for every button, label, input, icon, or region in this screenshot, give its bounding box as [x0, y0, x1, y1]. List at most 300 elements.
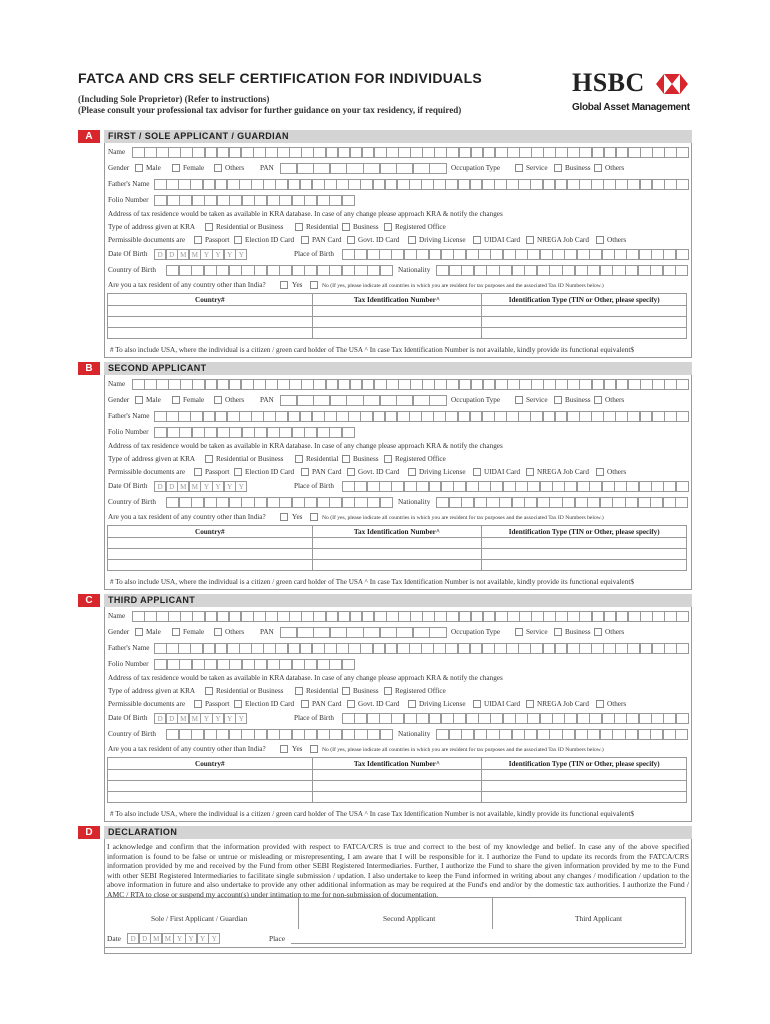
char-box[interactable]: [600, 729, 613, 740]
char-box[interactable]: [483, 147, 496, 158]
char-box[interactable]: [354, 713, 367, 724]
doc-pan-checkbox[interactable]: [301, 700, 309, 708]
char-box[interactable]: [168, 379, 181, 390]
char-box[interactable]: [179, 195, 192, 206]
char-box[interactable]: [265, 611, 278, 622]
char-box[interactable]: [317, 195, 330, 206]
char-box[interactable]: [342, 659, 355, 670]
char-box[interactable]: [154, 427, 167, 438]
doc-nrega-checkbox[interactable]: [526, 700, 534, 708]
char-box[interactable]: [512, 265, 525, 276]
char-box[interactable]: [336, 643, 349, 654]
char-box[interactable]: [191, 265, 204, 276]
char-box[interactable]: [277, 611, 290, 622]
char-box[interactable]: [229, 147, 242, 158]
table-cell[interactable]: [312, 770, 482, 781]
char-box[interactable]: [404, 481, 417, 492]
char-box[interactable]: [409, 411, 422, 422]
char-box[interactable]: [638, 729, 651, 740]
char-box[interactable]: [650, 497, 663, 508]
char-box[interactable]: [591, 643, 604, 654]
doc-nrega-checkbox[interactable]: [526, 236, 534, 244]
char-box[interactable]: [652, 411, 665, 422]
char-box[interactable]: [650, 265, 663, 276]
char-box[interactable]: [404, 713, 417, 724]
char-box[interactable]: [587, 729, 600, 740]
char-box[interactable]: [552, 249, 565, 260]
char-box[interactable]: [663, 249, 676, 260]
char-box[interactable]: [409, 179, 422, 190]
char-box[interactable]: [178, 411, 191, 422]
char-box[interactable]: [380, 729, 393, 740]
char-box[interactable]: [579, 611, 592, 622]
char-box[interactable]: [191, 497, 204, 508]
doc-pan-checkbox[interactable]: [301, 468, 309, 476]
char-box[interactable]: [192, 659, 205, 670]
char-box[interactable]: [304, 659, 317, 670]
char-box[interactable]: [490, 249, 503, 260]
char-box[interactable]: [413, 395, 430, 406]
char-box[interactable]: Y: [208, 933, 220, 944]
doc-others-checkbox[interactable]: [596, 468, 604, 476]
char-box[interactable]: [615, 643, 628, 654]
char-box[interactable]: [292, 497, 305, 508]
char-box[interactable]: [449, 729, 462, 740]
char-box[interactable]: [602, 713, 615, 724]
pan-field[interactable]: [280, 163, 446, 174]
char-box[interactable]: [192, 147, 205, 158]
char-box[interactable]: [675, 265, 688, 276]
char-box[interactable]: [436, 497, 449, 508]
char-box[interactable]: [398, 611, 411, 622]
tax-resident-yes-checkbox[interactable]: [280, 281, 288, 289]
char-box[interactable]: [242, 195, 255, 206]
char-box[interactable]: [615, 411, 628, 422]
doc-passport-checkbox[interactable]: [194, 468, 202, 476]
char-box[interactable]: [263, 643, 276, 654]
char-box[interactable]: [380, 163, 397, 174]
char-box[interactable]: [317, 265, 330, 276]
char-box[interactable]: [329, 265, 342, 276]
char-box[interactable]: [204, 729, 217, 740]
folio-number-field[interactable]: [154, 195, 354, 206]
char-box[interactable]: [265, 147, 278, 158]
char-box[interactable]: [254, 195, 267, 206]
char-box[interactable]: [478, 481, 491, 492]
char-box[interactable]: D: [139, 933, 151, 944]
char-box[interactable]: [166, 265, 179, 276]
char-box[interactable]: [229, 729, 242, 740]
char-box[interactable]: [562, 497, 575, 508]
doc-uidai-checkbox[interactable]: [473, 700, 481, 708]
char-box[interactable]: [251, 643, 264, 654]
table-cell[interactable]: [312, 538, 482, 549]
occupation-others-checkbox[interactable]: [594, 164, 602, 172]
char-box[interactable]: [154, 195, 167, 206]
gender-female-checkbox[interactable]: [172, 396, 180, 404]
char-box[interactable]: [348, 643, 361, 654]
char-box[interactable]: [217, 611, 230, 622]
place-field[interactable]: [291, 933, 683, 944]
char-box[interactable]: [329, 497, 342, 508]
char-box[interactable]: [591, 179, 604, 190]
char-box[interactable]: [360, 643, 373, 654]
char-box[interactable]: [446, 611, 459, 622]
char-box[interactable]: [301, 611, 314, 622]
gender-others-checkbox[interactable]: [214, 396, 222, 404]
char-box[interactable]: [354, 497, 367, 508]
char-box[interactable]: D: [166, 249, 178, 260]
char-box[interactable]: [191, 729, 204, 740]
char-box[interactable]: [132, 379, 145, 390]
char-box[interactable]: [651, 713, 664, 724]
char-box[interactable]: [495, 379, 508, 390]
char-box[interactable]: [156, 611, 169, 622]
doc-govtid-checkbox[interactable]: [347, 700, 355, 708]
char-box[interactable]: [342, 265, 355, 276]
occupation-business-checkbox[interactable]: [554, 396, 562, 404]
char-box[interactable]: [639, 249, 652, 260]
doc-passport-checkbox[interactable]: [194, 700, 202, 708]
char-box[interactable]: [374, 147, 387, 158]
char-box[interactable]: [495, 147, 508, 158]
char-box[interactable]: [512, 729, 525, 740]
char-box[interactable]: [330, 163, 347, 174]
char-box[interactable]: [519, 611, 532, 622]
char-box[interactable]: [413, 627, 430, 638]
char-box[interactable]: Y: [212, 481, 224, 492]
char-box[interactable]: [567, 147, 580, 158]
char-box[interactable]: [326, 379, 339, 390]
char-box[interactable]: [289, 147, 302, 158]
char-box[interactable]: [217, 427, 230, 438]
char-box[interactable]: [289, 611, 302, 622]
char-box[interactable]: [313, 379, 326, 390]
char-box[interactable]: [675, 497, 688, 508]
char-box[interactable]: [391, 481, 404, 492]
occupation-business-checkbox[interactable]: [554, 164, 562, 172]
char-box[interactable]: [575, 729, 588, 740]
char-box[interactable]: [289, 379, 302, 390]
char-box[interactable]: [178, 179, 191, 190]
char-box[interactable]: [154, 411, 167, 422]
char-box[interactable]: [367, 497, 380, 508]
char-box[interactable]: M: [177, 713, 189, 724]
char-box[interactable]: [380, 627, 397, 638]
char-box[interactable]: [552, 713, 565, 724]
table-cell[interactable]: [312, 781, 482, 792]
char-box[interactable]: [326, 611, 339, 622]
char-box[interactable]: [166, 643, 179, 654]
char-box[interactable]: [229, 195, 242, 206]
char-box[interactable]: [204, 195, 217, 206]
char-box[interactable]: [385, 411, 398, 422]
char-box[interactable]: [555, 179, 568, 190]
char-box[interactable]: [433, 411, 446, 422]
char-box[interactable]: [288, 643, 301, 654]
char-box[interactable]: [592, 611, 605, 622]
occupation-service-checkbox[interactable]: [515, 396, 523, 404]
char-box[interactable]: [385, 643, 398, 654]
char-box[interactable]: [342, 427, 355, 438]
char-box[interactable]: [205, 379, 218, 390]
char-box[interactable]: [204, 659, 217, 670]
doc-license-checkbox[interactable]: [408, 236, 416, 244]
char-box[interactable]: [445, 179, 458, 190]
nationality-field[interactable]: [436, 265, 688, 276]
char-box[interactable]: [397, 179, 410, 190]
char-box[interactable]: [445, 411, 458, 422]
char-box[interactable]: [217, 379, 230, 390]
char-box[interactable]: Y: [224, 481, 236, 492]
tax-resident-yes-checkbox[interactable]: [280, 745, 288, 753]
char-box[interactable]: [251, 179, 264, 190]
table-cell[interactable]: [482, 560, 687, 571]
address-business-checkbox[interactable]: [342, 455, 350, 463]
char-box[interactable]: [241, 497, 254, 508]
doc-passport-checkbox[interactable]: [194, 236, 202, 244]
doc-nrega-checkbox[interactable]: [526, 468, 534, 476]
char-box[interactable]: [397, 643, 410, 654]
address-regoffice-checkbox[interactable]: [384, 687, 392, 695]
char-box[interactable]: [168, 147, 181, 158]
char-box[interactable]: [494, 411, 507, 422]
char-box[interactable]: [422, 611, 435, 622]
char-box[interactable]: [474, 729, 487, 740]
char-box[interactable]: [446, 147, 459, 158]
doc-others-checkbox[interactable]: [596, 236, 604, 244]
char-box[interactable]: [253, 379, 266, 390]
char-box[interactable]: [579, 411, 592, 422]
table-cell[interactable]: [482, 317, 687, 328]
char-box[interactable]: [640, 411, 653, 422]
char-box[interactable]: [445, 643, 458, 654]
char-box[interactable]: [350, 379, 363, 390]
char-box[interactable]: [494, 643, 507, 654]
char-box[interactable]: [499, 729, 512, 740]
char-box[interactable]: [627, 643, 640, 654]
char-box[interactable]: [350, 611, 363, 622]
char-box[interactable]: [410, 147, 423, 158]
char-box[interactable]: [612, 497, 625, 508]
char-box[interactable]: [676, 147, 689, 158]
char-box[interactable]: [663, 497, 676, 508]
char-box[interactable]: [329, 427, 342, 438]
doc-license-checkbox[interactable]: [408, 468, 416, 476]
gender-female-checkbox[interactable]: [172, 628, 180, 636]
char-box[interactable]: [154, 179, 167, 190]
char-box[interactable]: [251, 411, 264, 422]
char-box[interactable]: [144, 379, 157, 390]
char-box[interactable]: M: [177, 481, 189, 492]
char-box[interactable]: [436, 729, 449, 740]
char-box[interactable]: [348, 411, 361, 422]
char-box[interactable]: [330, 627, 347, 638]
char-box[interactable]: [317, 497, 330, 508]
char-box[interactable]: [519, 379, 532, 390]
char-box[interactable]: Y: [212, 249, 224, 260]
nationality-field[interactable]: [436, 497, 688, 508]
char-box[interactable]: [204, 497, 217, 508]
char-box[interactable]: [579, 643, 592, 654]
char-box[interactable]: [429, 395, 446, 406]
char-box[interactable]: [640, 643, 653, 654]
char-box[interactable]: [350, 147, 363, 158]
char-box[interactable]: [409, 643, 422, 654]
char-box[interactable]: [482, 179, 495, 190]
gender-others-checkbox[interactable]: [214, 628, 222, 636]
char-box[interactable]: [651, 249, 664, 260]
char-box[interactable]: [267, 659, 280, 670]
char-box[interactable]: [461, 265, 474, 276]
char-box[interactable]: [203, 179, 216, 190]
char-box[interactable]: [537, 265, 550, 276]
char-box[interactable]: [652, 147, 665, 158]
char-box[interactable]: [342, 497, 355, 508]
char-box[interactable]: Y: [224, 249, 236, 260]
char-box[interactable]: [205, 611, 218, 622]
char-box[interactable]: [434, 147, 447, 158]
char-box[interactable]: [265, 379, 278, 390]
char-box[interactable]: [410, 379, 423, 390]
char-box[interactable]: [241, 729, 254, 740]
char-box[interactable]: [396, 163, 413, 174]
char-box[interactable]: [362, 147, 375, 158]
char-box[interactable]: [180, 147, 193, 158]
char-box[interactable]: [204, 427, 217, 438]
char-box[interactable]: [373, 179, 386, 190]
char-box[interactable]: [421, 411, 434, 422]
char-box[interactable]: [363, 395, 380, 406]
char-box[interactable]: [167, 659, 180, 670]
char-box[interactable]: D: [127, 933, 139, 944]
char-box[interactable]: [229, 379, 242, 390]
char-box[interactable]: [562, 729, 575, 740]
char-box[interactable]: [626, 249, 639, 260]
char-box[interactable]: [391, 713, 404, 724]
char-box[interactable]: [304, 195, 317, 206]
char-box[interactable]: [354, 249, 367, 260]
table-cell[interactable]: [312, 317, 482, 328]
doc-election-checkbox[interactable]: [234, 468, 242, 476]
doc-license-checkbox[interactable]: [408, 700, 416, 708]
char-box[interactable]: [494, 179, 507, 190]
char-box[interactable]: [483, 611, 496, 622]
char-box[interactable]: [386, 147, 399, 158]
char-box[interactable]: [166, 179, 179, 190]
char-box[interactable]: [227, 179, 240, 190]
char-box[interactable]: [507, 147, 520, 158]
char-box[interactable]: [549, 729, 562, 740]
char-box[interactable]: [549, 265, 562, 276]
char-box[interactable]: [380, 265, 393, 276]
char-box[interactable]: [651, 481, 664, 492]
char-box[interactable]: [360, 411, 373, 422]
char-box[interactable]: [292, 195, 305, 206]
char-box[interactable]: [348, 179, 361, 190]
char-box[interactable]: [304, 427, 317, 438]
char-box[interactable]: [675, 729, 688, 740]
char-box[interactable]: [518, 179, 531, 190]
char-box[interactable]: [429, 713, 442, 724]
char-box[interactable]: [612, 729, 625, 740]
char-box[interactable]: [354, 729, 367, 740]
table-cell[interactable]: [482, 328, 687, 339]
place-of-birth-field[interactable]: [342, 481, 688, 492]
char-box[interactable]: [292, 265, 305, 276]
char-box[interactable]: [652, 611, 665, 622]
char-box[interactable]: [549, 497, 562, 508]
char-box[interactable]: [592, 147, 605, 158]
char-box[interactable]: [518, 643, 531, 654]
char-box[interactable]: [144, 611, 157, 622]
char-box[interactable]: [543, 147, 556, 158]
char-box[interactable]: [342, 713, 355, 724]
char-box[interactable]: [603, 411, 616, 422]
char-box[interactable]: M: [150, 933, 162, 944]
char-box[interactable]: [324, 411, 337, 422]
address-business-checkbox[interactable]: [342, 687, 350, 695]
char-box[interactable]: [664, 179, 677, 190]
char-box[interactable]: [132, 611, 145, 622]
char-box[interactable]: [336, 179, 349, 190]
char-box[interactable]: [663, 729, 676, 740]
char-box[interactable]: [575, 265, 588, 276]
char-box[interactable]: [297, 627, 314, 638]
tax-resident-no-checkbox[interactable]: [310, 745, 318, 753]
char-box[interactable]: [461, 729, 474, 740]
fathers-name-field[interactable]: [154, 643, 688, 654]
char-box[interactable]: [205, 147, 218, 158]
char-box[interactable]: [616, 147, 629, 158]
char-box[interactable]: [676, 249, 689, 260]
address-business-checkbox[interactable]: [342, 223, 350, 231]
char-box[interactable]: [466, 249, 479, 260]
char-box[interactable]: [217, 195, 230, 206]
occupation-others-checkbox[interactable]: [594, 396, 602, 404]
char-box[interactable]: [490, 481, 503, 492]
char-box[interactable]: [663, 265, 676, 276]
char-box[interactable]: [338, 147, 351, 158]
char-box[interactable]: [567, 643, 580, 654]
char-box[interactable]: [374, 611, 387, 622]
char-box[interactable]: [466, 713, 479, 724]
char-box[interactable]: [292, 427, 305, 438]
char-box[interactable]: Y: [200, 481, 212, 492]
char-box[interactable]: [429, 249, 442, 260]
char-box[interactable]: M: [189, 481, 201, 492]
char-box[interactable]: [280, 163, 297, 174]
char-box[interactable]: [167, 195, 180, 206]
char-box[interactable]: [639, 481, 652, 492]
char-box[interactable]: Y: [200, 713, 212, 724]
char-box[interactable]: [416, 713, 429, 724]
char-box[interactable]: [192, 427, 205, 438]
char-box[interactable]: [478, 713, 491, 724]
char-box[interactable]: [640, 147, 653, 158]
char-box[interactable]: [168, 611, 181, 622]
char-box[interactable]: [449, 265, 462, 276]
char-box[interactable]: [579, 147, 592, 158]
table-cell[interactable]: [482, 306, 687, 317]
char-box[interactable]: [478, 249, 491, 260]
char-box[interactable]: [304, 265, 317, 276]
char-box[interactable]: [317, 729, 330, 740]
char-box[interactable]: [329, 195, 342, 206]
char-box[interactable]: [555, 411, 568, 422]
char-box[interactable]: [625, 497, 638, 508]
char-box[interactable]: [422, 147, 435, 158]
